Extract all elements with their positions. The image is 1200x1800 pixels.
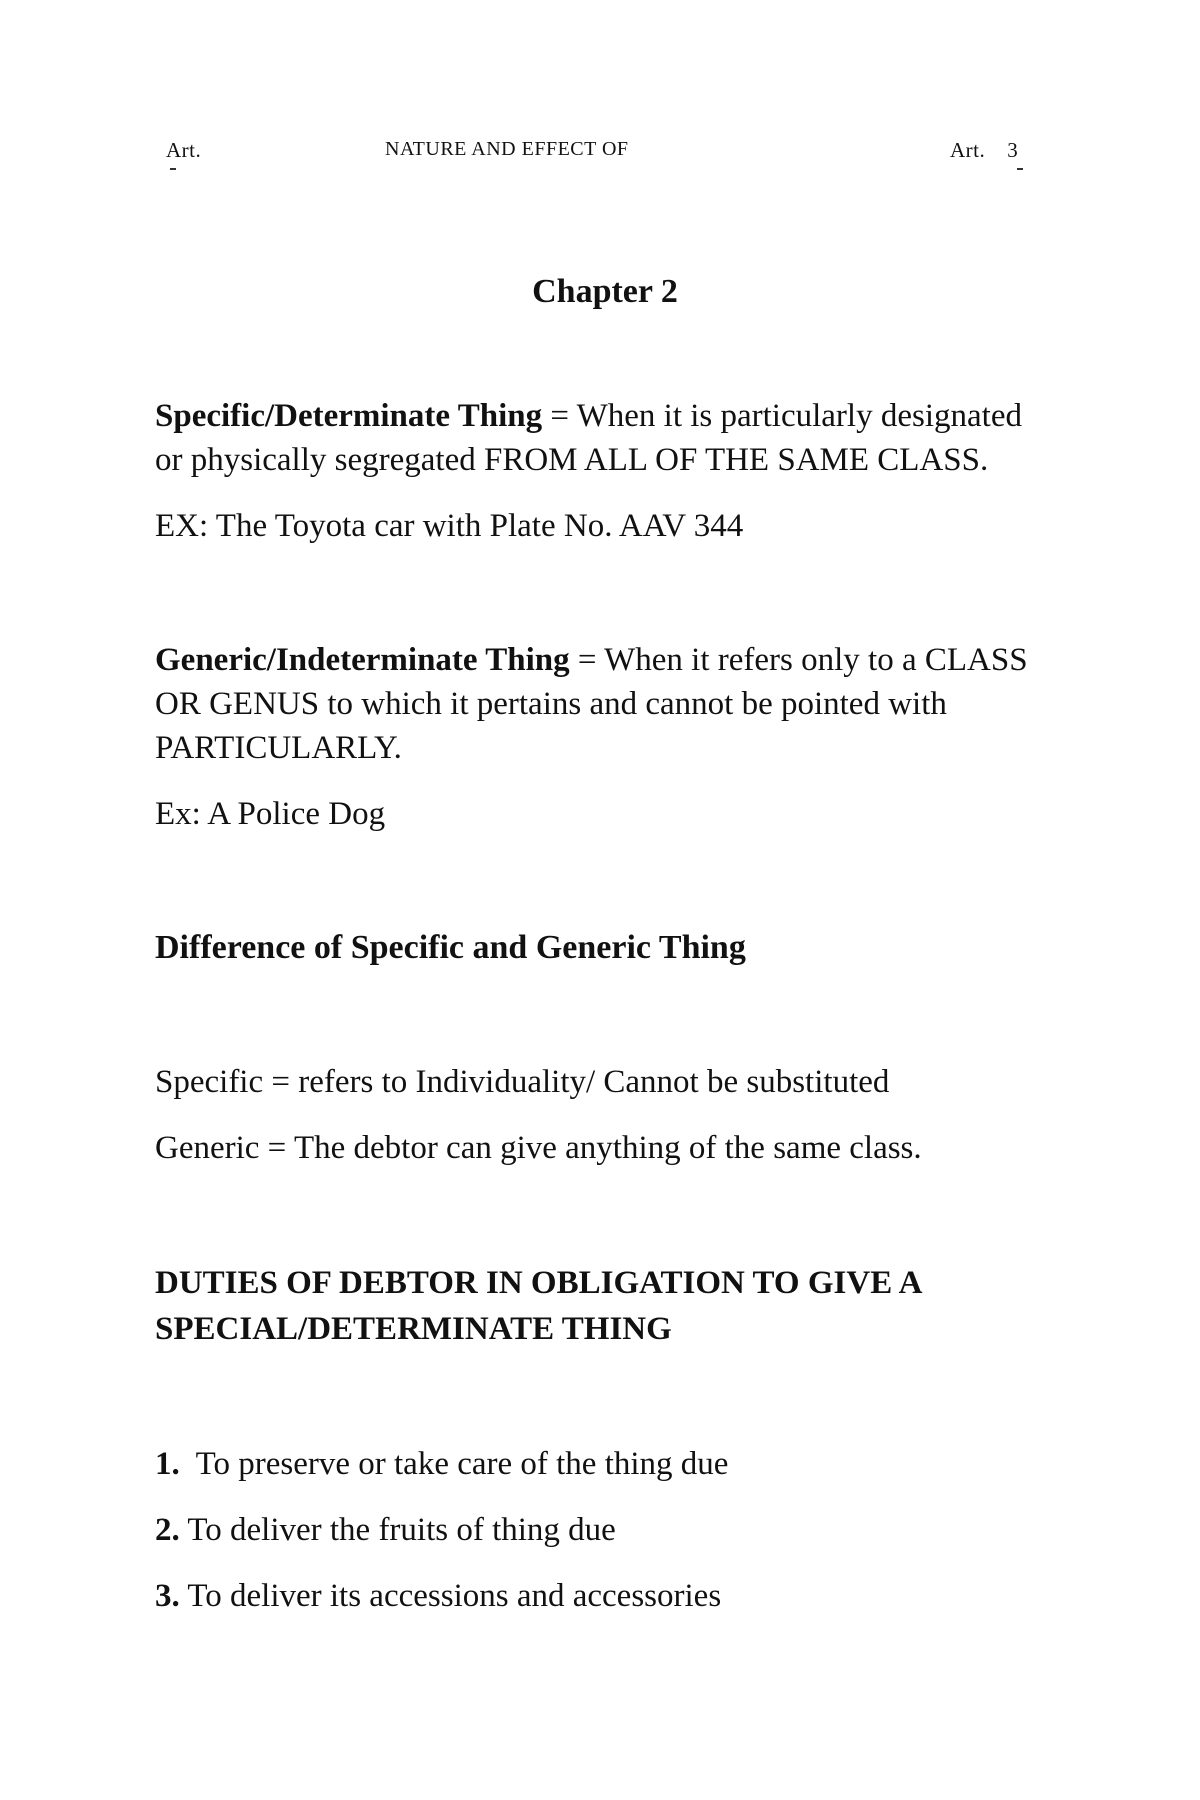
generic-term: Generic/Indeterminate Thing [155, 642, 570, 678]
duty-number: 1. [155, 1446, 180, 1482]
duties-heading: DUTIES OF DEBTOR IN OBLIGATION TO GIVE A SPECIAL/DETERMINATE THING [155, 1265, 921, 1347]
difference-heading: Difference of Specific and Generic Thing [155, 929, 746, 966]
running-header [0, 138, 1200, 168]
generic-definition-text: = When it refers only to a CLASS OR GENUS to which it pertains and cannot be pointed with PARTICULARLY. [155, 642, 1028, 766]
specific-definition [155, 394, 1055, 482]
header-title: NATURE AND EFFECT OF [385, 138, 629, 160]
chapter-title: Chapter 2 [532, 273, 678, 310]
header-page-number: 3 [1007, 138, 1019, 162]
header-tick-right [1017, 168, 1023, 170]
difference-specific-line: Specific = refers to Individuality/ Cannot be substituted [155, 1064, 890, 1100]
duty-number: 3. [155, 1578, 180, 1614]
header-right-group [950, 138, 1018, 163]
specific-term: Specific/Determinate Thing [155, 398, 543, 434]
duty-text: To preserve or take care of the thing due [179, 1446, 729, 1482]
generic-definition [155, 638, 1055, 770]
duty-item-3 [155, 1574, 1055, 1618]
duties-list [155, 1442, 1055, 1618]
generic-example: Ex: A Police Dog [155, 796, 386, 832]
page-body [155, 270, 1055, 1618]
duty-number: 2. [155, 1512, 180, 1548]
difference-generic-line: Generic = The debtor can give anything of the same class. [155, 1130, 922, 1166]
header-left-label: Art. [166, 138, 202, 162]
specific-example: EX: The Toyota car with Plate No. AAV 344 [155, 508, 744, 544]
duty-text: To deliver the fruits of thing due [179, 1512, 616, 1548]
duty-item-2 [155, 1508, 1055, 1552]
specific-definition-text: = When it is particularly designated or physically segregated FROM ALL OF THE SAME CLASS. [155, 398, 1022, 478]
header-right-label: Art. [950, 138, 986, 162]
duty-item-1 [155, 1442, 1055, 1486]
header-tick-left [170, 168, 176, 170]
duty-text: To deliver its accessions and accessories [179, 1578, 722, 1614]
